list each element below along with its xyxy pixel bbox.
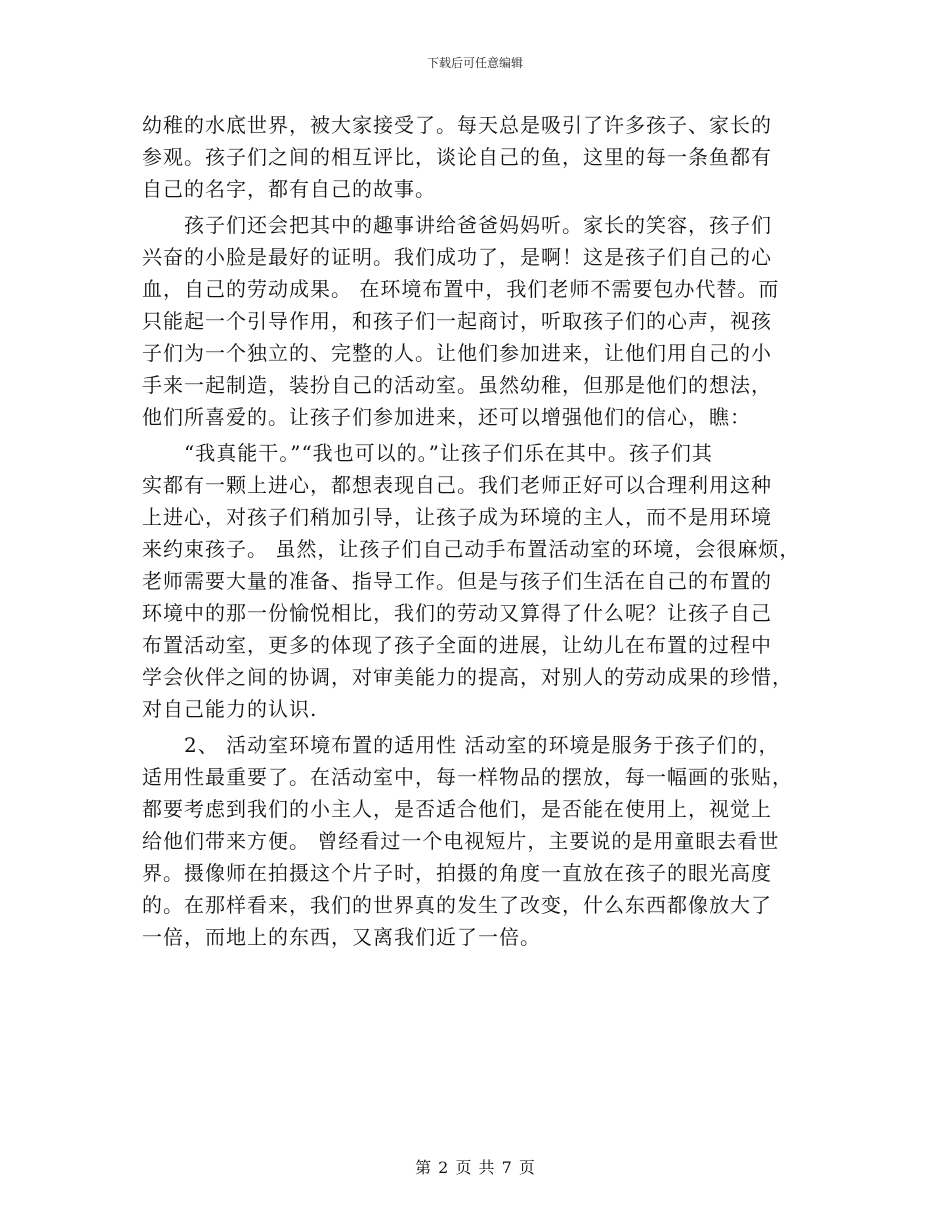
- text-line: 兴奋的小脸是最好的证明。我们成功了，是啊！这是孩子们自己的心: [142, 245, 772, 269]
- text-line: 来约束孩子。 虽然，让孩子们自己动手布置活动室的环境，会很麻烦，: [142, 537, 801, 561]
- text-line: 适用性最重要了。在活动室中，每一样物品的摆放，每一幅画的张贴，: [142, 765, 793, 789]
- text-line: 他们所喜爱的。让孩子们参加进来，还可以增强他们的信心，瞧：: [142, 405, 751, 429]
- text-line: 学会伙伴之间的协调，对审美能力的提高，对别人的劳动成果的珍惜，: [142, 665, 793, 689]
- page-header: 下载后可任意编辑: [426, 56, 523, 70]
- text-line: 一倍，而地上的东西，又离我们近了一倍。: [142, 925, 541, 949]
- text-line: 子们为一个独立的、完整的人。让他们参加进来，让他们用自己的小: [142, 341, 772, 365]
- text-line: 布置活动室，更多的体现了孩子全面的进展，让幼儿在布置的过程中: [142, 633, 772, 657]
- text-line: 上进心，对孩子们稍加引导，让孩子成为环境的主人，而不是用环境: [142, 505, 772, 529]
- text-line: 给他们带来方便。 曾经看过一个电视短片，主要说的是用童眼去看世: [142, 829, 780, 853]
- text-line: 手来一起制造，装扮自己的活动室。虽然幼稚，但那是他们的想法，: [142, 373, 772, 397]
- text-line: 界。摄像师在拍摄这个片子时，拍摄的角度一直放在孩子的眼光高度: [142, 861, 772, 885]
- page-number-footer: 第 2 页 共 7 页: [415, 1158, 535, 1177]
- text-line: 自己的名字，都有自己的故事。: [142, 177, 436, 201]
- text-line: 只能起一个引导作用，和孩子们一起商讨，听取孩子们的心声，视孩: [142, 309, 772, 333]
- text-line: “我真能干。”“我也可以的。”让孩子们乐在其中。孩子们其: [142, 441, 713, 465]
- text-line: 幼稚的水底世界，被大家接受了。每天总是吸引了许多孩子、家长的: [142, 113, 772, 137]
- text-line: 都要考虑到我们的小主人，是否适合他们，是否能在使用上，视觉上: [142, 797, 772, 821]
- text-line: 对自己能力的认识.: [142, 697, 318, 721]
- text-line: 实都有一颗上进心，都想表现自己。我们老师正好可以合理利用这种: [142, 473, 772, 497]
- text-line: 2、 活动室环境布置的适用性 活动室的环境是服务于孩子们的，: [142, 733, 780, 757]
- text-line: 参观。孩子们之间的相互评比，谈论自己的鱼，这里的每一条鱼都有: [142, 145, 772, 169]
- text-line: 血，自己的劳动成果。 在环境布置中，我们老师不需要包办代替。而: [142, 277, 780, 301]
- document-body: [142, 109, 818, 953]
- text-line: 的。在那样看来，我们的世界真的发生了改变，什么东西都像放大了: [142, 893, 772, 917]
- text-line: 老师需要大量的准备、指导工作。但是与孩子们生活在自己的布置的: [142, 569, 772, 593]
- text-line: 环境中的那一份愉悦相比，我们的劳动又算得了什么呢？让孩子自己: [142, 601, 772, 625]
- text-line: 孩子们还会把其中的趣事讲给爸爸妈妈听。家长的笑容，孩子们: [142, 213, 772, 237]
